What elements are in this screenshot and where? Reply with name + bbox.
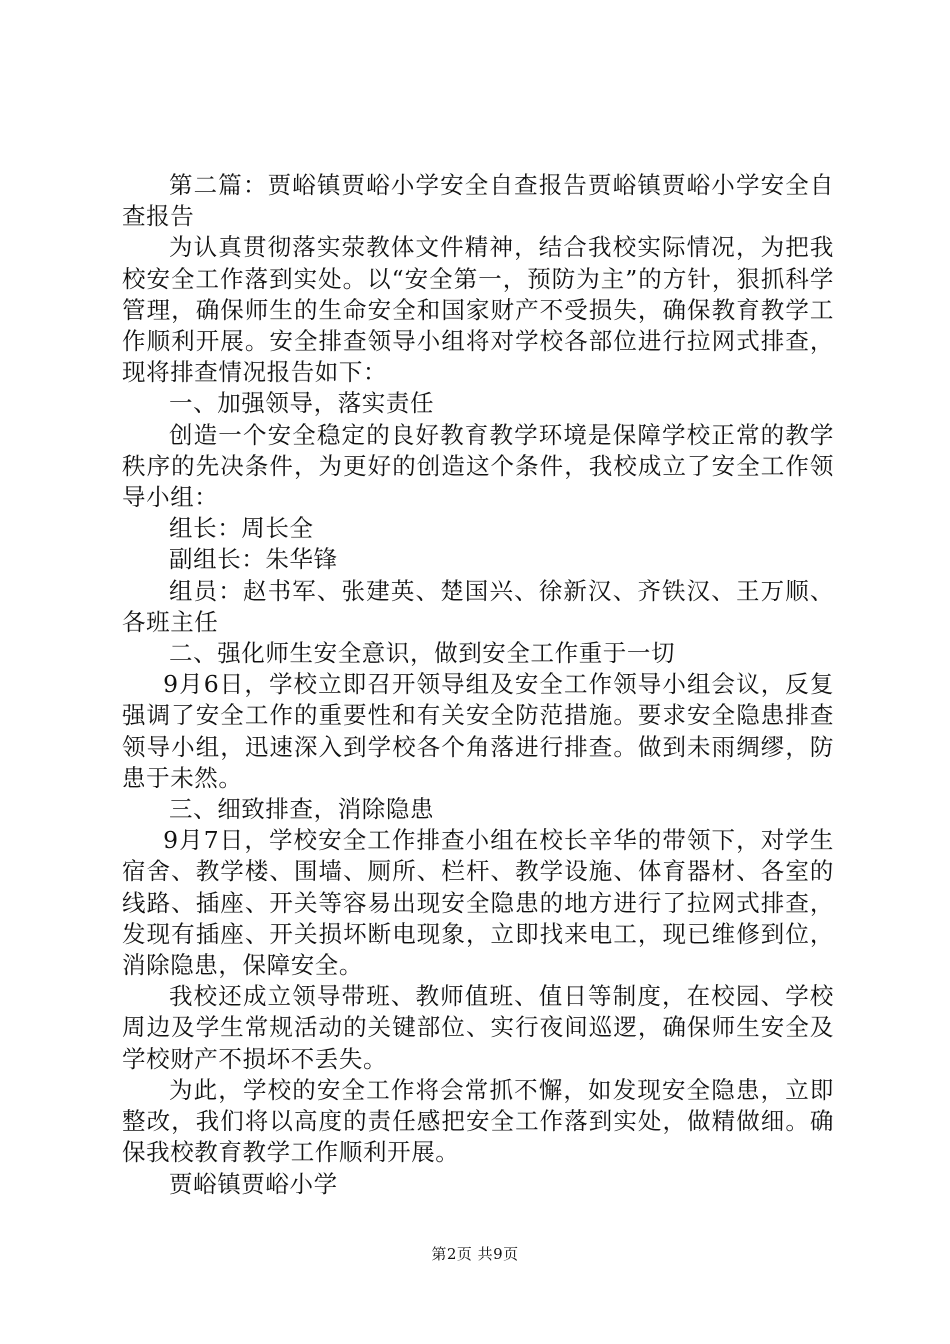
document-body <box>122 170 834 1200</box>
paragraph: 9月6日，学校立即召开领导组及安全工作领导小组会议，反复强调了安全工作的重要性和有关安全防范措施。要求安全隐患排查领导小组，迅速深入到学校各个角落进行排查。做到未雨绸缪，防患于未然。 <box>122 670 834 792</box>
section-heading: 三、细致排查，消除隐患 <box>169 795 435 824</box>
signature-line: 贾峪镇贾峪小学 <box>169 1169 338 1198</box>
paragraph: 副组长：朱华锋 <box>169 545 338 574</box>
section-heading: 一、加强领导，落实责任 <box>169 389 435 418</box>
paragraph: 9月7日，学校安全工作排查小组在校长辛华的带领下，对学生宿舍、教学楼、围墙、厕所、栏杆、教学设施、体育器材、各室的线路、插座、开关等容易出现安全隐患的地方进行了拉网式排查，发现有插座、开关损坏断电现象，立即找来电工，现已维修到位，消除隐患，保障安全。 <box>122 826 834 980</box>
page-number-footer: 第2页 共9页 <box>431 1245 519 1263</box>
paragraph: 为认真贯彻落实荥教体文件精神，结合我校实际情况，为把我校安全工作落到实处。以“安全第一，预防为主”的方针，狠抓科学管理，确保师生的生命安全和国家财产不受损失，确保教育教学工作顺利开展。安全排查领导小组将对学校各部位进行拉网式排查，现将排查情况报告如下： <box>122 233 834 387</box>
section-heading: 二、强化师生安全意识，做到安全工作重于一切 <box>169 639 676 668</box>
paragraph: 我校还成立领导带班、教师值班、值日等制度，在校园、学校周边及学生常规活动的关键部位、实行夜间巡逻，确保师生安全及学校财产不损坏不丢失。 <box>122 982 834 1073</box>
paragraph: 组长：周长全 <box>169 514 314 543</box>
paragraph: 组员：赵书军、张建英、楚国兴、徐新汉、齐铁汉、王万顺、各班主任 <box>122 576 834 636</box>
document-heading: 第二篇：贾峪镇贾峪小学安全自查报告贾峪镇贾峪小学安全自查报告 <box>122 171 834 231</box>
paragraph: 创造一个安全稳定的良好教育教学环境是保障学校正常的教学秩序的先决条件，为更好的创造这个条件，我校成立了安全工作领导小组： <box>122 420 834 512</box>
paragraph: 为此，学校的安全工作将会常抓不懈，如发现安全隐患，立即整改，我们将以高度的责任感把安全工作落到实处，做精做细。确保我校教育教学工作顺利开展。 <box>122 1075 834 1167</box>
